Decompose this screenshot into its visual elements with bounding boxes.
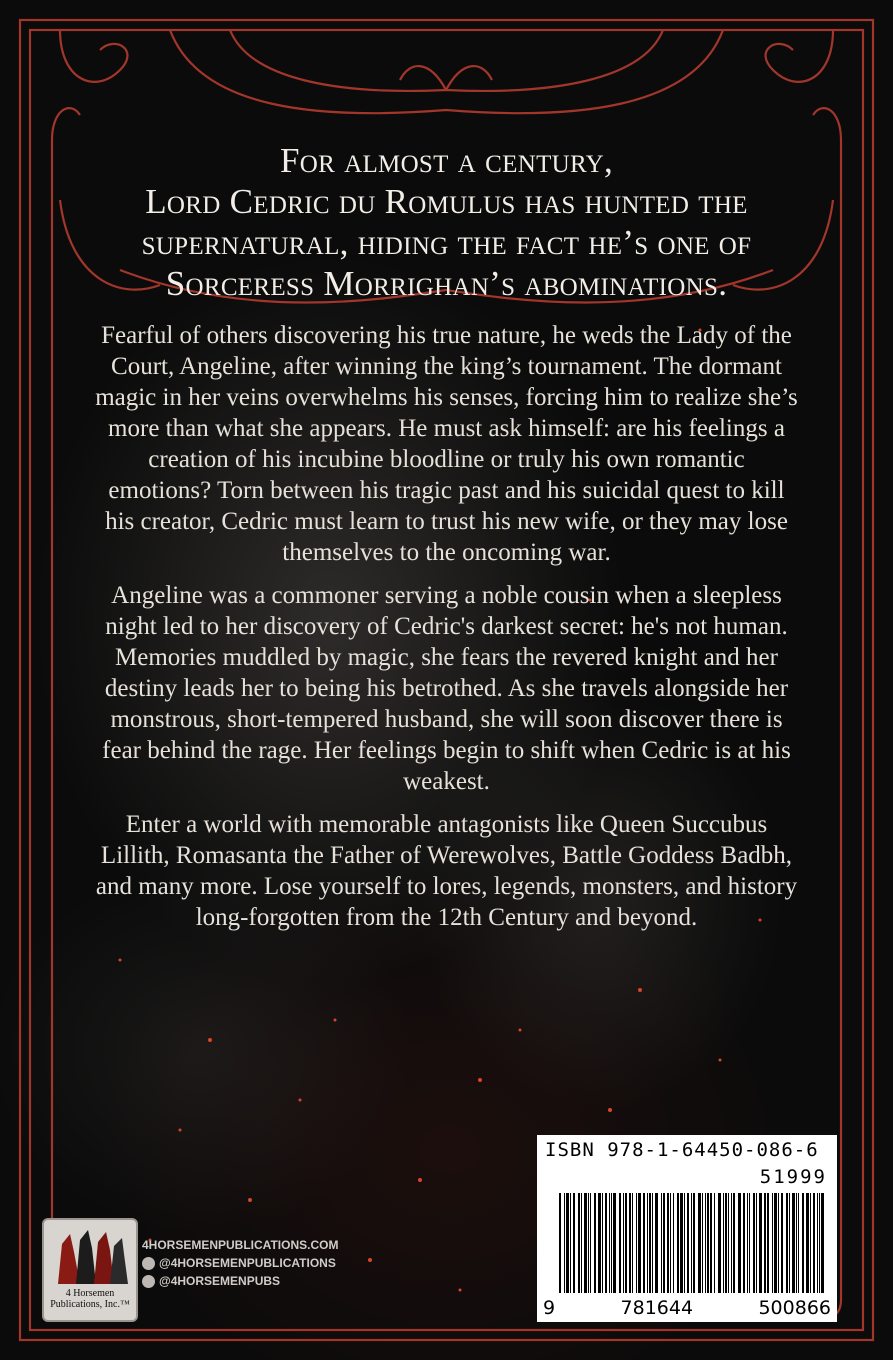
barcode-bar bbox=[638, 1193, 641, 1293]
headline-line: For almost a century, bbox=[279, 141, 613, 180]
barcode-bar bbox=[623, 1193, 624, 1293]
barcode-bar bbox=[817, 1193, 818, 1293]
barcode-bar bbox=[629, 1193, 631, 1293]
barcode-bar bbox=[710, 1193, 712, 1293]
barcode-bar bbox=[756, 1193, 757, 1293]
barcode-bar bbox=[564, 1193, 565, 1293]
instagram-icon bbox=[142, 1257, 155, 1270]
barcode-bar bbox=[602, 1193, 603, 1293]
barcode-digit-lead: 9 bbox=[543, 1297, 556, 1319]
price-code: 51999 bbox=[759, 1166, 827, 1188]
barcode-bar bbox=[733, 1193, 735, 1293]
publisher-logo-text: 4 Horsemen Publications, Inc.™ bbox=[50, 1288, 130, 1310]
barcode-bar bbox=[680, 1193, 683, 1293]
twitter-link[interactable] bbox=[142, 1272, 338, 1290]
barcode-bar bbox=[670, 1193, 671, 1293]
barcode-digit-group: 781644 bbox=[620, 1297, 694, 1319]
barcode-bar bbox=[813, 1193, 815, 1293]
barcode-bar bbox=[714, 1193, 715, 1293]
barcode-bar bbox=[747, 1193, 748, 1293]
barcode-bar bbox=[647, 1193, 648, 1293]
barcode-bar bbox=[796, 1193, 797, 1293]
barcode-bar bbox=[667, 1193, 669, 1293]
barcode-bar bbox=[738, 1193, 741, 1293]
barcode-bar bbox=[749, 1193, 750, 1293]
barcode-bar bbox=[792, 1193, 795, 1293]
headline bbox=[110, 140, 783, 304]
barcode-bar bbox=[702, 1193, 703, 1293]
barcode-bar bbox=[581, 1193, 582, 1293]
barcode-bar bbox=[707, 1193, 709, 1293]
barcode-bar bbox=[698, 1193, 701, 1293]
barcode-bar bbox=[605, 1193, 607, 1293]
barcode-bar bbox=[655, 1193, 658, 1293]
barcode-bar bbox=[632, 1193, 633, 1293]
barcode-bar bbox=[781, 1193, 783, 1293]
headline-line: Lord Cedric du Romulus has hunted the bbox=[145, 182, 748, 221]
barcode-digits bbox=[543, 1297, 831, 1319]
barcode-bar bbox=[743, 1193, 745, 1293]
barcode-bar bbox=[798, 1193, 799, 1293]
headline-line: supernatural, hiding the fact he’s one of bbox=[141, 223, 752, 262]
barcode-bar bbox=[566, 1193, 569, 1293]
barcode-bar bbox=[652, 1193, 653, 1293]
barcode-bar bbox=[590, 1193, 591, 1293]
headline-line: Sorceress Morrighan’s abominations. bbox=[165, 264, 728, 303]
barcode-bar bbox=[636, 1193, 637, 1293]
barcode-bar bbox=[778, 1193, 779, 1293]
barcode-bar bbox=[772, 1193, 773, 1293]
barcode-bar bbox=[723, 1193, 724, 1293]
barcode-bar bbox=[821, 1193, 824, 1293]
barcode-bar bbox=[613, 1193, 616, 1293]
barcode-bar bbox=[559, 1193, 561, 1293]
barcode-bar bbox=[598, 1193, 601, 1293]
barcode-bar bbox=[759, 1193, 762, 1293]
barcode-bar bbox=[619, 1193, 621, 1293]
barcode-bar bbox=[705, 1193, 706, 1293]
barcode-bar bbox=[609, 1193, 610, 1293]
instagram-label: @4HORSEMENPUBLICATIONS bbox=[159, 1256, 336, 1270]
barcode-bar bbox=[578, 1193, 580, 1293]
barcode-bar bbox=[691, 1193, 692, 1293]
barcode-bar bbox=[588, 1193, 589, 1293]
barcode-bar bbox=[806, 1193, 809, 1293]
barcode-bar bbox=[786, 1193, 788, 1293]
barcode-bar bbox=[819, 1193, 820, 1293]
horse-heads-icon bbox=[44, 1224, 136, 1290]
barcode-bar bbox=[802, 1193, 804, 1293]
barcode-bar bbox=[731, 1193, 732, 1293]
barcode-bar bbox=[584, 1193, 587, 1293]
barcode-bar bbox=[725, 1193, 727, 1293]
barcode-bar bbox=[649, 1193, 651, 1293]
barcode-bars bbox=[537, 1135, 837, 1322]
barcode-bar bbox=[594, 1193, 596, 1293]
barcode-bar bbox=[661, 1193, 662, 1293]
publisher-links bbox=[142, 1236, 338, 1290]
publisher-logo bbox=[42, 1218, 138, 1322]
barcode-bar bbox=[767, 1193, 769, 1293]
website-link[interactable] bbox=[142, 1236, 338, 1254]
barcode-bar bbox=[570, 1193, 571, 1293]
barcode-digit-group: 500866 bbox=[758, 1297, 831, 1319]
barcode-bar bbox=[764, 1193, 766, 1293]
blurb-paragraph: Enter a world with memorable antagonists like Queen Succubus Lillith, Romasanta the Father of Werewolves, Battle Goddess Badbh, and many more. Lose yourself to lores, legends, monsters, and history long-forgotten from the 12th Century and beyond. bbox=[95, 811, 798, 931]
barcode-bar bbox=[663, 1193, 665, 1293]
website-label: 4HORSEMENPUBLICATIONS.COM bbox=[142, 1238, 339, 1252]
barcode-bar bbox=[684, 1193, 685, 1293]
barcode-bar bbox=[753, 1193, 755, 1293]
isbn-number: ISBN 978-1-64450-086-6 bbox=[545, 1139, 819, 1161]
isbn-barcode bbox=[537, 1135, 837, 1322]
barcode-bar bbox=[625, 1193, 627, 1293]
barcode-bar bbox=[573, 1193, 575, 1293]
twitter-icon bbox=[142, 1275, 155, 1288]
barcode-bar bbox=[789, 1193, 790, 1293]
barcode-bar bbox=[643, 1193, 645, 1293]
barcode-bar bbox=[673, 1193, 674, 1293]
barcode-bar bbox=[810, 1193, 811, 1293]
barcode-bar bbox=[728, 1193, 729, 1293]
blurb-paragraph: Angeline was a commoner serving a noble cousin when a sleepless night led to her discovery of Cedric's darkest secret: he's not human. Memories muddled by magic, she fears the revered knight and her destiny leads her to being his betrothed. As she travels alongside her monstrous, short-tempered husband, she will soon discover there is fear behind the rage. Her feelings begin to shift when Cedric is at his weakest. bbox=[102, 582, 791, 795]
barcode-bar bbox=[687, 1193, 689, 1293]
instagram-link[interactable] bbox=[142, 1254, 338, 1272]
barcode-bar bbox=[677, 1193, 679, 1293]
barcode-bar bbox=[774, 1193, 777, 1293]
twitter-label: @4HORSEMENPUBS bbox=[159, 1274, 281, 1288]
barcode-bar bbox=[693, 1193, 695, 1293]
blurb bbox=[95, 320, 798, 945]
blurb-paragraph: Fearful of others discovering his true nature, he weds the Lady of the Court, Angeline, after winning the king’s tournament. The dormant magic in her veins overwhelms his senses, forcing him to realize she’s more than what she appears. He must ask himself: are his feelings a creation of his incubine bloodline or truly his own romantic emotions? Torn between his tragic past and his suicidal quest to kill his creator, Cedric must learn to trust his new wife, or they may lose themselves to the oncoming war. bbox=[95, 322, 798, 566]
barcode-bar bbox=[611, 1193, 612, 1293]
barcode-bar bbox=[718, 1193, 721, 1293]
